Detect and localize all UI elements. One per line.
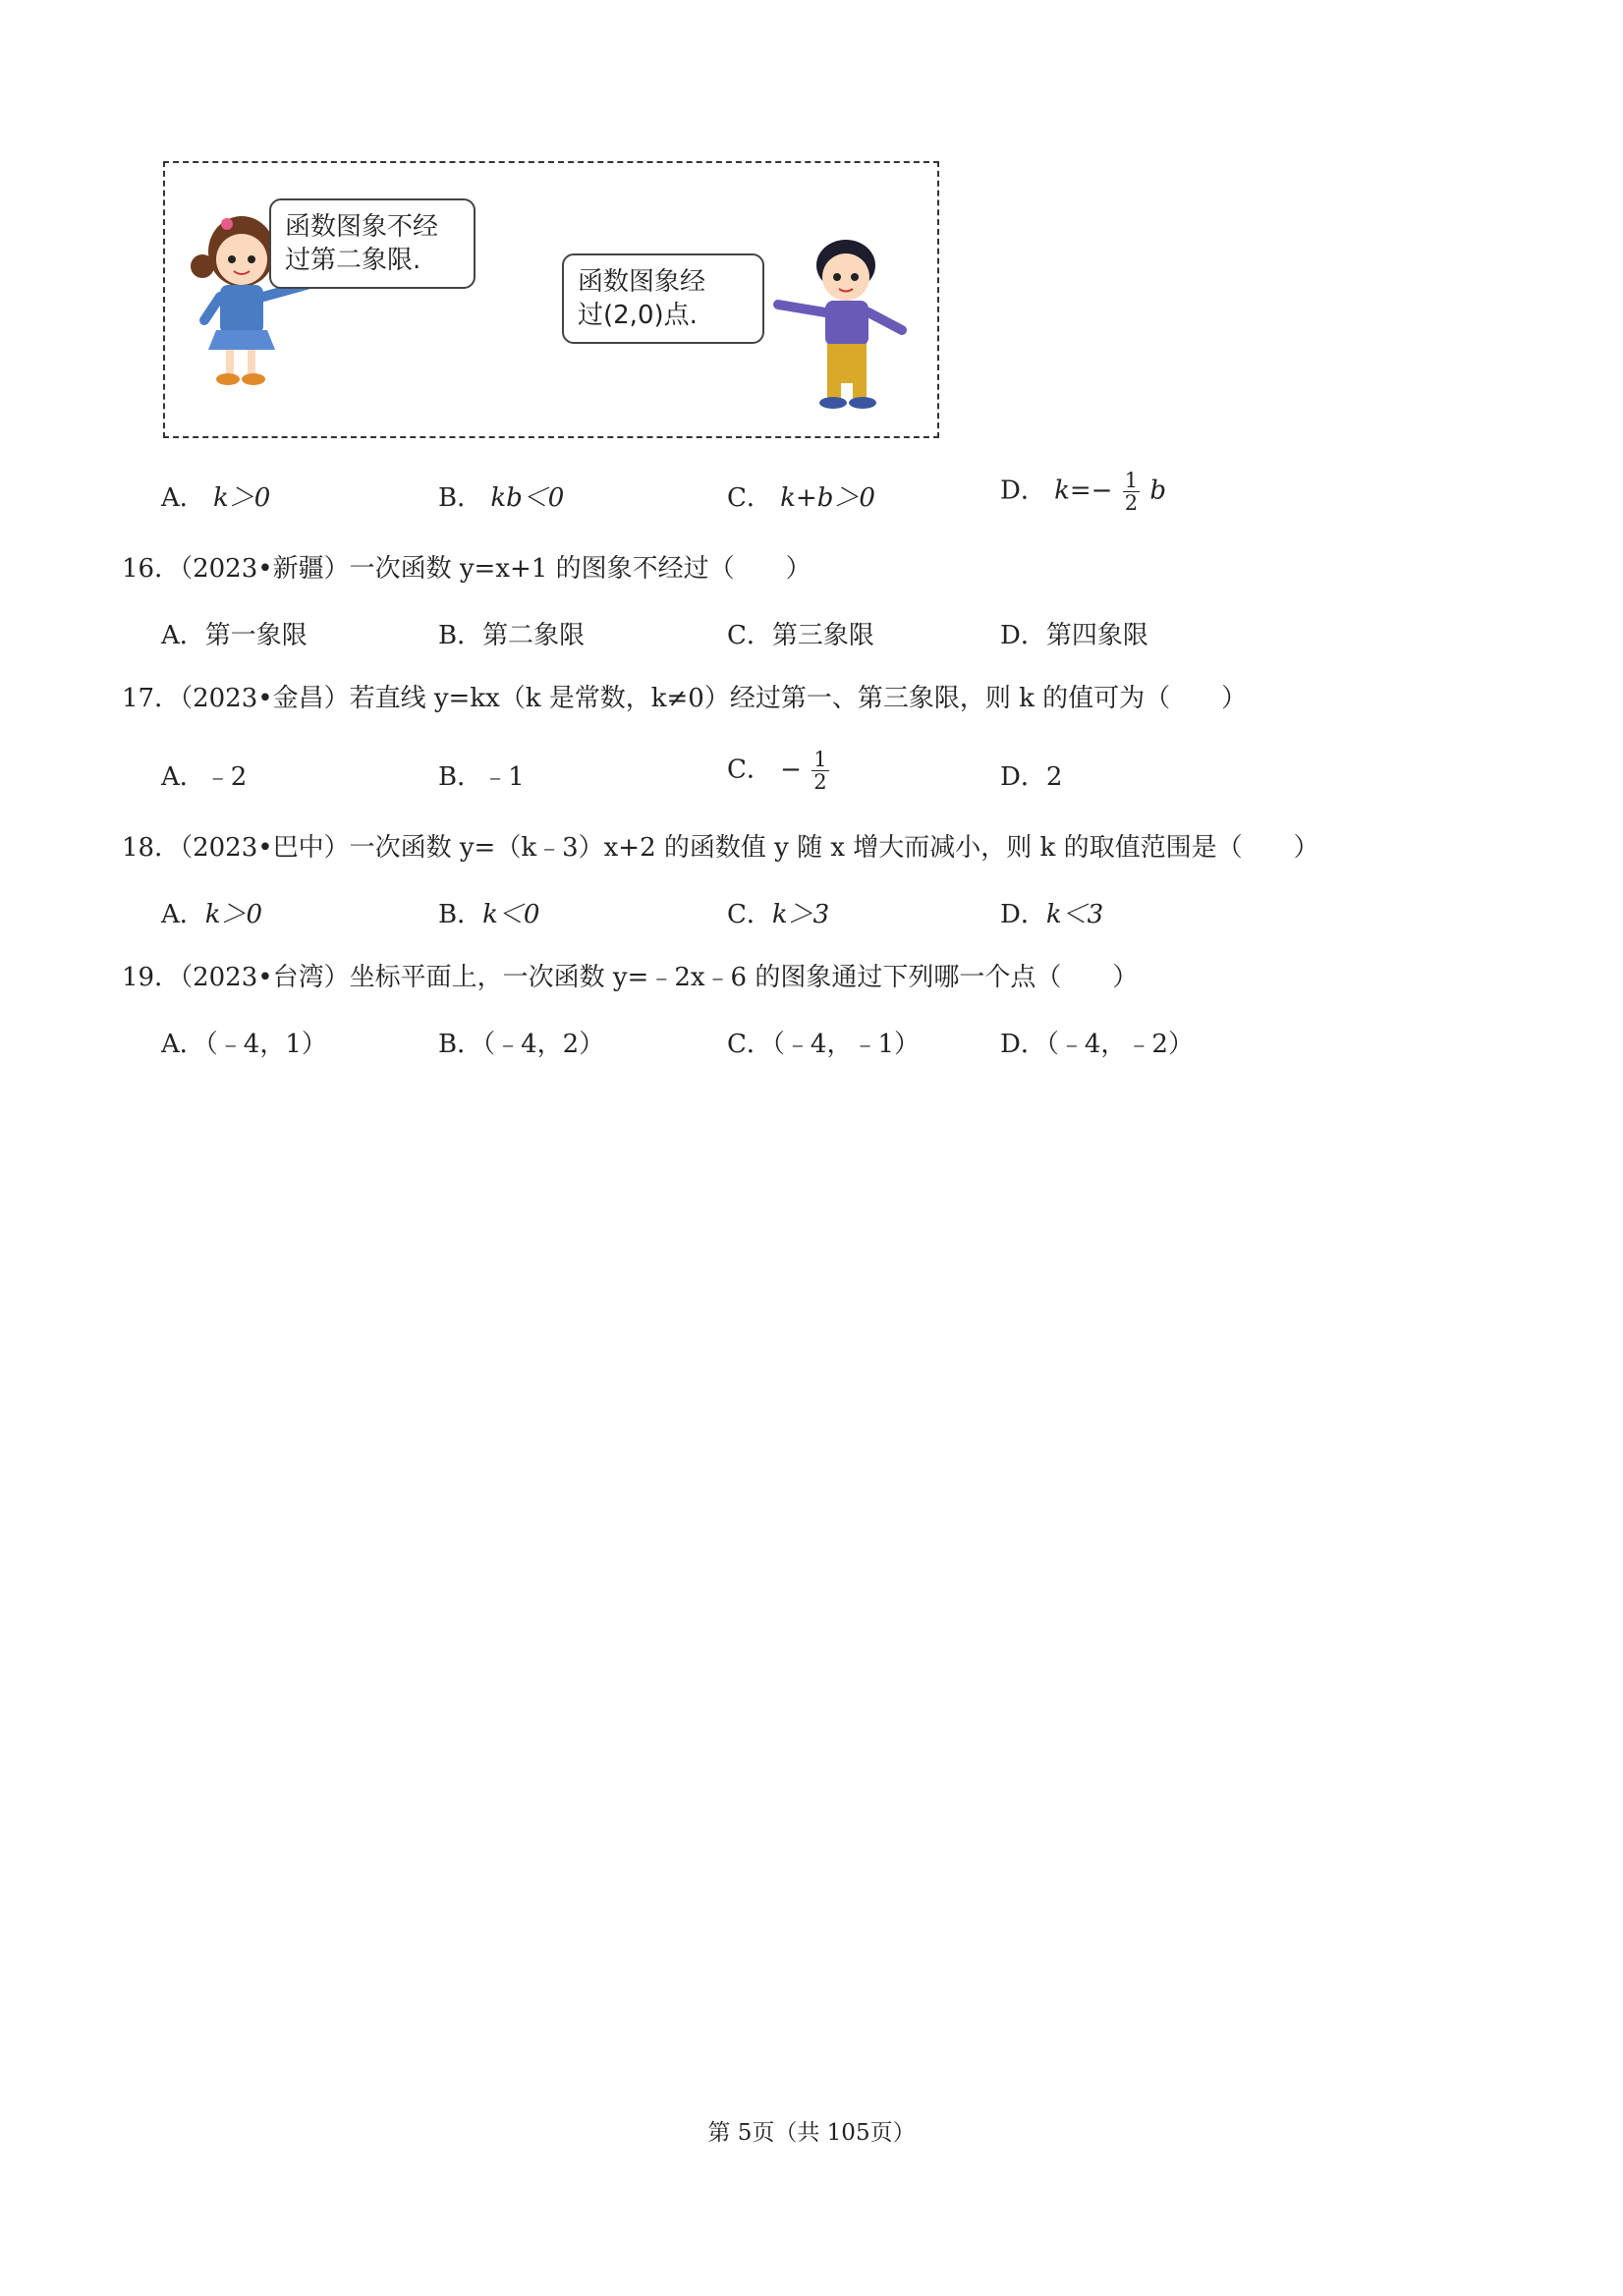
q18-option-a[interactable] bbox=[161, 898, 262, 931]
q19-option-a[interactable] bbox=[161, 1028, 327, 1061]
q18-option-c[interactable] bbox=[727, 898, 829, 931]
q18-option-d[interactable] bbox=[1000, 898, 1103, 931]
girl-speech-bubble bbox=[269, 198, 476, 289]
option-label: D． bbox=[1000, 900, 1046, 929]
option-label: A． bbox=[161, 1030, 205, 1059]
fraction-numerator: 1 bbox=[813, 748, 827, 771]
q19-option-b[interactable] bbox=[438, 1028, 604, 1061]
option-prefix: − bbox=[780, 755, 802, 785]
option-text: k＜3 bbox=[1045, 900, 1104, 929]
option-label: B． bbox=[438, 900, 483, 929]
option-text: （﹣4，2） bbox=[482, 1030, 605, 1059]
option-label: A． bbox=[161, 483, 205, 513]
option-suffix: b bbox=[1149, 476, 1167, 506]
girl-bubble-line-1: 函数图象不经 bbox=[285, 212, 439, 242]
option-label: B． bbox=[438, 762, 483, 792]
q17-option-a[interactable] bbox=[161, 760, 247, 794]
option-label: D． bbox=[1000, 1030, 1046, 1059]
option-label: C． bbox=[727, 1030, 772, 1059]
option-text: （﹣4，﹣1） bbox=[771, 1030, 920, 1059]
option-label: D． bbox=[1000, 476, 1046, 506]
option-label: C． bbox=[727, 483, 772, 513]
q17-option-b[interactable] bbox=[438, 760, 525, 794]
option-text: k＞3 bbox=[771, 900, 830, 929]
option-text: k＜0 bbox=[482, 900, 540, 929]
q17-option-d[interactable] bbox=[1000, 760, 1062, 794]
option-prefix: k=− bbox=[1054, 476, 1113, 506]
option-label: A． bbox=[161, 762, 205, 792]
option-text: 2 bbox=[1045, 762, 1063, 792]
option-text: 第三象限 bbox=[771, 621, 874, 650]
q15-option-a[interactable] bbox=[161, 481, 270, 515]
q18-option-b[interactable] bbox=[438, 898, 539, 931]
option-text: kb＜0 bbox=[490, 483, 565, 513]
option-text: 第二象限 bbox=[482, 621, 586, 650]
boy-bubble-line-1: 函数图象经 bbox=[578, 267, 706, 297]
option-text: 第四象限 bbox=[1045, 621, 1148, 650]
q17-option-c[interactable] bbox=[727, 749, 831, 793]
option-label: B． bbox=[438, 483, 483, 513]
option-label: D． bbox=[1000, 762, 1046, 792]
q19-option-c[interactable] bbox=[727, 1028, 920, 1061]
option-label: B． bbox=[438, 1030, 483, 1059]
q17-stem: 17．（2023•金昌）若直线 y=kx（k 是常数，k≠0）经过第一、第三象限，则 k 的值可为（ ） bbox=[122, 684, 1248, 713]
q16-option-b[interactable] bbox=[438, 619, 585, 652]
option-label: B． bbox=[438, 621, 483, 650]
q19-option-d[interactable] bbox=[1000, 1028, 1194, 1061]
option-text: k＞0 bbox=[204, 900, 263, 929]
option-text: ﹣2 bbox=[204, 762, 248, 792]
boy-speech-bubble bbox=[562, 253, 764, 344]
fraction-numerator: 1 bbox=[1124, 469, 1139, 492]
boy-bubble-line-2: 过(2,0)点. bbox=[578, 301, 698, 330]
q16-stem: 16．（2023•新疆）一次函数 y=x+1 的图象不经过（ ） bbox=[122, 554, 812, 584]
q16-option-a[interactable] bbox=[161, 619, 308, 652]
q15-option-d[interactable] bbox=[1000, 470, 1166, 514]
option-text: ﹣1 bbox=[482, 762, 525, 792]
option-label: C． bbox=[727, 621, 772, 650]
fraction bbox=[812, 749, 828, 793]
q16-option-c[interactable] bbox=[727, 619, 874, 652]
q18-stem: 18．（2023•巴中）一次函数 y=（k﹣3）x+2 的函数值 y 随 x 增大而减小，则 k 的取值范围是（ ） bbox=[122, 833, 1319, 863]
q15-option-b[interactable] bbox=[438, 481, 564, 515]
q16-option-d[interactable] bbox=[1000, 619, 1148, 652]
page-footer: 第 5页（共 105页） bbox=[707, 2120, 916, 2146]
option-text: （﹣4，﹣2） bbox=[1045, 1030, 1194, 1059]
option-text: （﹣4，1） bbox=[204, 1030, 327, 1059]
option-label: D． bbox=[1000, 621, 1046, 650]
fraction-denominator: 2 bbox=[813, 770, 827, 794]
fraction-denominator: 2 bbox=[1124, 491, 1139, 515]
fraction bbox=[1123, 470, 1140, 514]
illustration-box bbox=[163, 161, 939, 438]
q15-option-c[interactable] bbox=[727, 481, 875, 515]
option-text: 第一象限 bbox=[204, 621, 308, 650]
option-text: k＞0 bbox=[213, 483, 271, 513]
option-label: A． bbox=[161, 621, 205, 650]
option-text: k+b＞0 bbox=[780, 483, 875, 513]
q19-stem: 19．（2023•台湾）坐标平面上，一次函数 y=﹣2x﹣6 的图象通过下列哪一个点（ ） bbox=[122, 963, 1139, 992]
option-label: C． bbox=[727, 755, 772, 785]
girl-bubble-line-2: 过第二象限. bbox=[285, 246, 421, 275]
option-label: A． bbox=[161, 900, 205, 929]
option-label: C． bbox=[727, 900, 772, 929]
boy-figure bbox=[772, 232, 920, 428]
